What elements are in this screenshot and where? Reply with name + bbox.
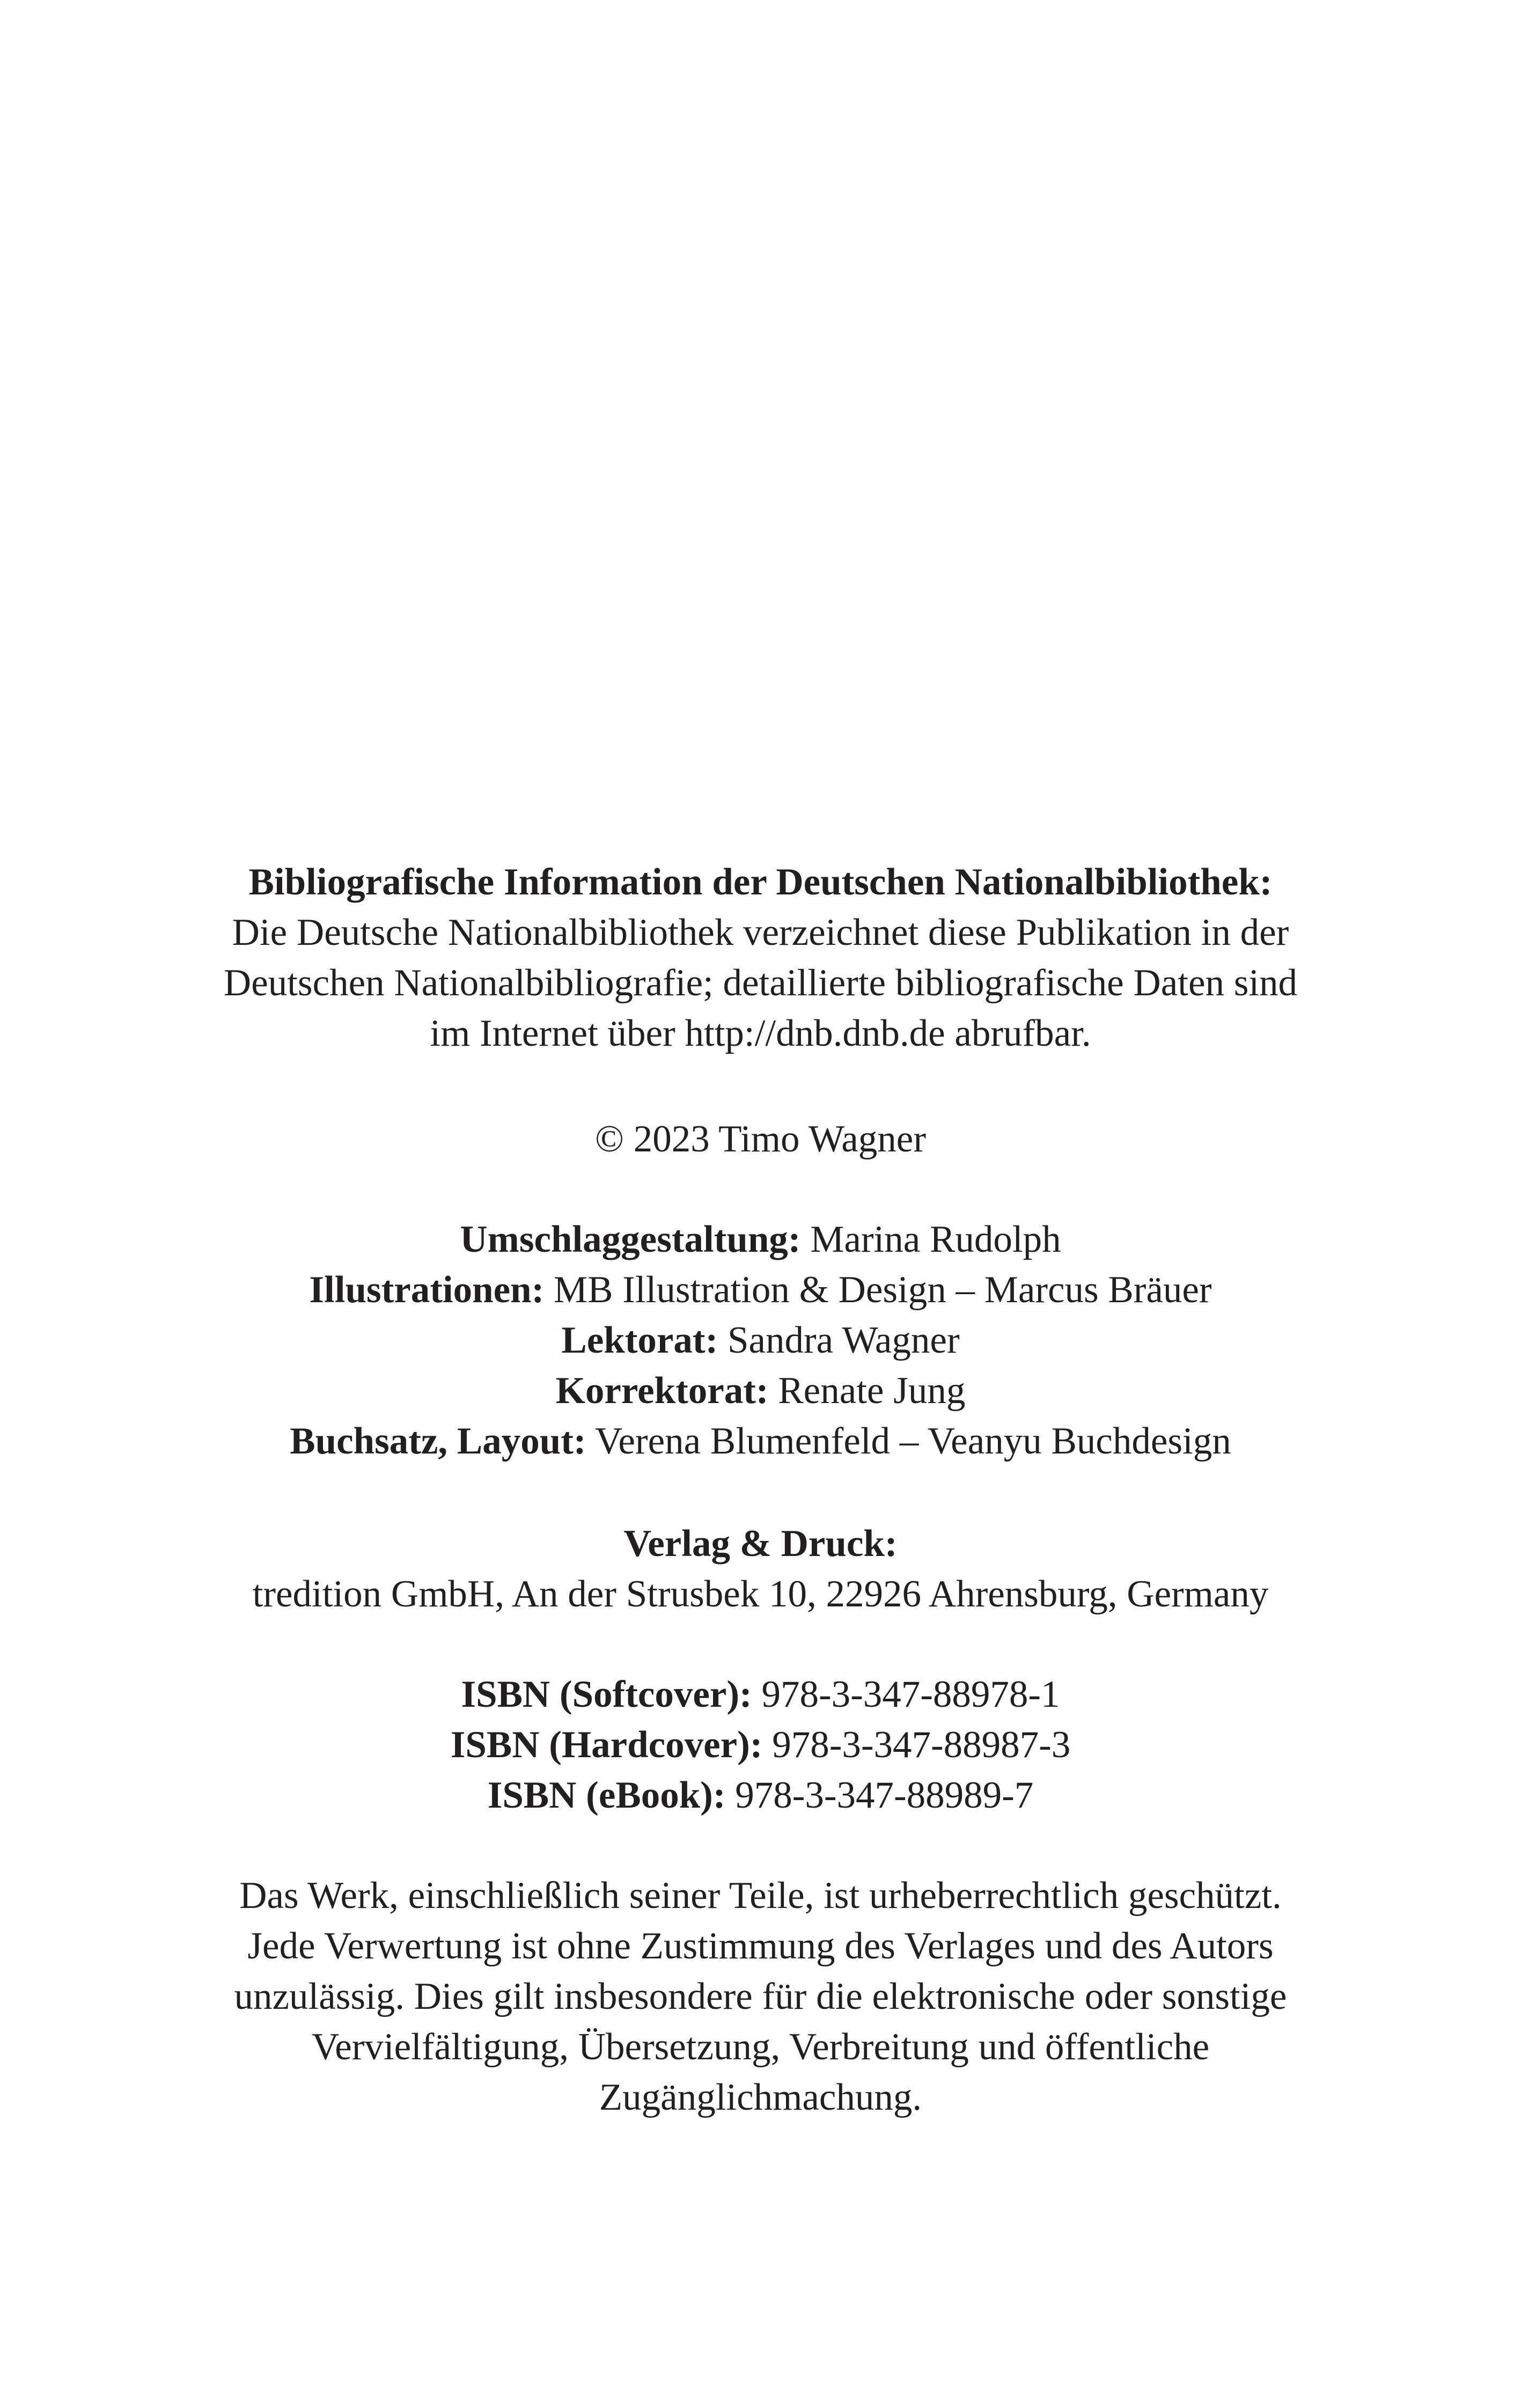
publisher-info (161, 1518, 1360, 1619)
isbn-label: ISBN (Hardcover): (450, 1724, 763, 1766)
credit-value: Sandra Wagner (727, 1319, 960, 1361)
credit-proofreading (161, 1365, 1360, 1416)
publisher-label: Verlag & Druck: (623, 1523, 898, 1565)
isbn-ebook (161, 1770, 1360, 1820)
rights-line: unzulässig. Dies gilt insbesondere für die elektronische oder sonstige (234, 1976, 1287, 2017)
rights-line: Vervielfältigung, Übersetzung, Verbreitung und öffentliche (311, 2026, 1210, 2068)
bibliographic-heading: Bibliografische Information der Deutschen Nationalbibliothek: (248, 861, 1273, 903)
credit-illustrations (161, 1265, 1360, 1315)
isbn-softcover (161, 1669, 1360, 1720)
credit-cover-design (161, 1214, 1360, 1265)
bibliographic-line: Die Deutsche Nationalbibliothek verzeichnet diese Publikation in der (232, 912, 1289, 953)
copyright-line: © 2023 Timo Wagner (595, 1118, 926, 1160)
credit-label: Illustrationen: (309, 1269, 545, 1311)
isbn-hardcover (161, 1720, 1360, 1770)
credit-value: Marina Rudolph (810, 1218, 1061, 1260)
isbn-label: ISBN (eBook): (487, 1774, 726, 1816)
isbn-value: 978-3-347-88989-7 (735, 1774, 1034, 1816)
credit-value: MB Illustration & Design – Marcus Bräuer (554, 1269, 1212, 1311)
credit-typesetting (161, 1416, 1360, 1466)
credit-value: Renate Jung (778, 1370, 966, 1412)
credit-label: Korrektorat: (555, 1370, 769, 1412)
isbn-value: 978-3-347-88978-1 (761, 1673, 1060, 1715)
isbn-value: 978-3-347-88987-3 (772, 1724, 1071, 1766)
bibliographic-line: Deutschen Nationalbibliografie; detaillierte bibliografische Daten sind (223, 962, 1298, 1004)
credit-label: Buchsatz, Layout: (290, 1420, 586, 1462)
credit-label: Lektorat: (561, 1319, 718, 1361)
credits-list (161, 1214, 1360, 1466)
isbn-list (161, 1669, 1360, 1820)
rights-line: Jede Verwertung ist ohne Zustimmung des Verlages und des Autors (247, 1925, 1274, 1967)
rights-line: Zugänglichmachung. (599, 2076, 922, 2118)
credit-value: Verena Blumenfeld – Veanyu Buchdesign (595, 1420, 1231, 1462)
bibliographic-line: im Internet über http://dnb.dnb.de abrufbar. (430, 1012, 1091, 1054)
publisher-address: tredition GmbH, An der Strusbek 10, 22926 Ahrensburg, Germany (252, 1573, 1269, 1615)
credit-label: Umschlaggestaltung: (460, 1218, 801, 1260)
rights-line: Das Werk, einschließlich seiner Teile, ist urheberrechtlich geschützt. (239, 1875, 1282, 1917)
isbn-label: ISBN (Softcover): (461, 1673, 752, 1715)
bibliographic-information (161, 857, 1360, 1059)
copyright-notice (161, 1114, 1360, 1164)
credit-editing (161, 1315, 1360, 1365)
rights-notice (161, 1870, 1360, 2123)
